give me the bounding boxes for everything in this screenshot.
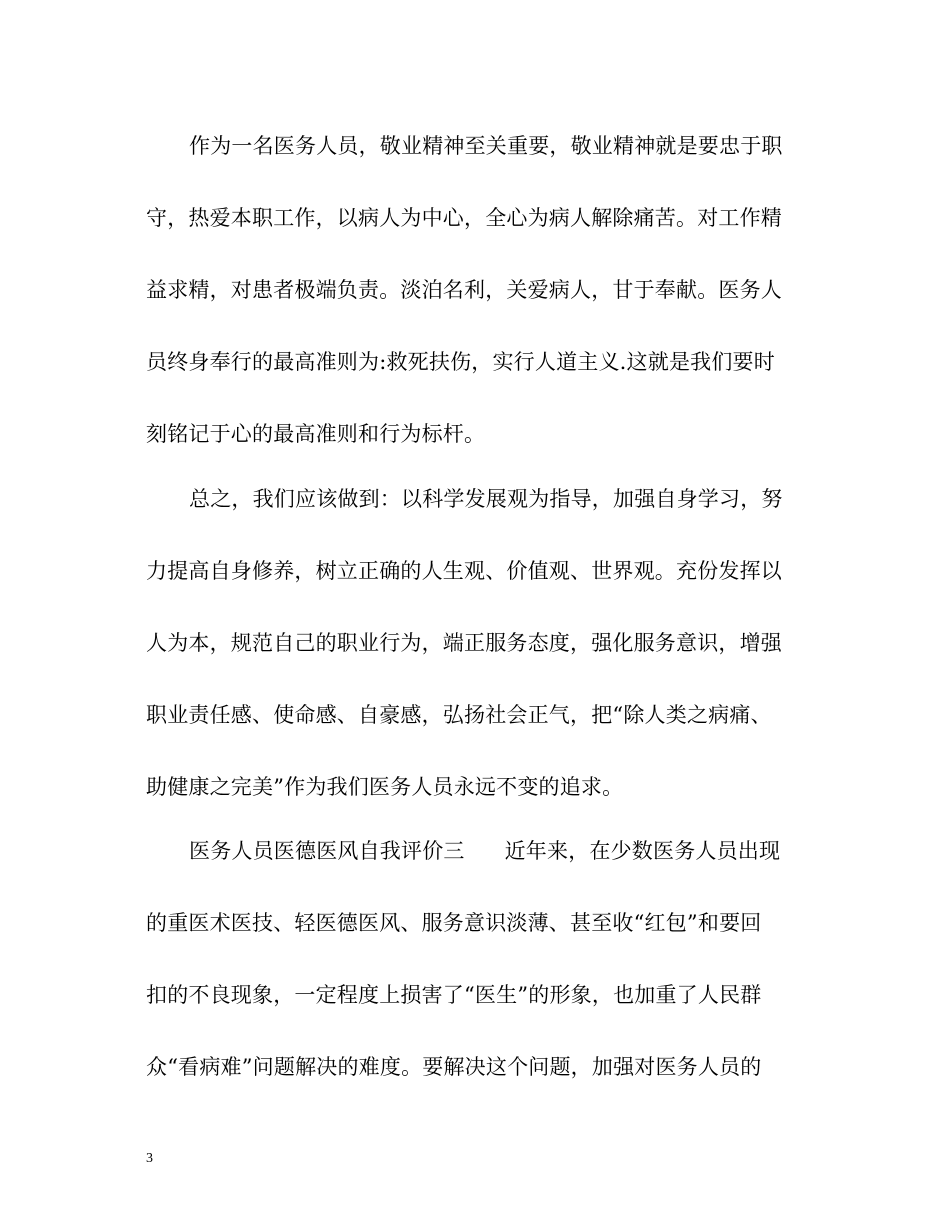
paragraph-1-line-3: 益求精，对患者极端负责。淡泊名利，关爱病人，甘于奉献。医务人: [146, 278, 782, 302]
paragraph-3-line-1-text: 近年来，在少数医务人员出现: [504, 839, 781, 863]
section-heading: 医务人员医德医风自我评价三: [189, 839, 465, 863]
paragraph-3-line-3: 扣的不良现象，一定程度上损害了“医生”的形象，也加重了人民群: [146, 983, 762, 1007]
paragraph-3-line-4: 众“看病难”问题解决的难度。要解决这个问题，加强对医务人员的: [146, 1055, 762, 1079]
paragraph-2-line-4: 职业责任感、使命感、自豪感，弘扬社会正气，把“除人类之病痛、: [146, 703, 772, 727]
paragraph-2-line-5: 助健康之完美”作为我们医务人员永远不变的追求。: [146, 775, 624, 799]
paragraph-2-line-1: 总之，我们应该做到：以科学发展观为指导，加强自身学习，努: [189, 487, 783, 511]
paragraph-1-line-4: 员终身奉行的最高准则为:救死扶伤，实行人道主义.这就是我们要时: [146, 350, 775, 374]
paragraph-1-line-1: 作为一名医务人员，敬业精神至关重要，敬业精神就是要忠于职: [189, 134, 783, 158]
paragraph-1-line-5: 刻铭记于心的最高准则和行为标杆。: [146, 422, 486, 446]
paragraph-2-line-2: 力提高自身修养，树立正确的人生观、价值观、世界观。充份发挥以: [146, 559, 782, 583]
page-number: 3: [146, 1151, 153, 1166]
paragraph-3-line-2: 的重医术医技、轻医德医风、服务意识淡薄、甚至收“红包”和要回: [146, 911, 762, 935]
paragraph-1-line-2: 守，热爱本职工作，以病人为中心，全心为病人解除痛苦。对工作精: [146, 206, 782, 230]
paragraph-3-line-1: [189, 837, 780, 865]
paragraph-2-line-3: 人为本，规范自己的职业行为，端正服务态度，强化服务意识，增强: [146, 631, 782, 655]
